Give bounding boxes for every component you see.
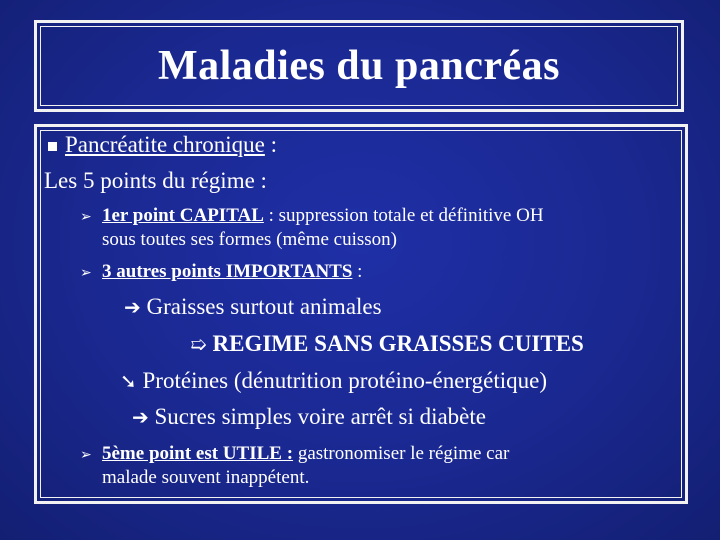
title-frame [34,20,684,112]
bullet-1-line2: sous toutes ses formes (même cuisson) [102,229,397,250]
slide-title: Maladies du pancréas [157,43,561,89]
right-arrow-icon: ➔ [124,295,141,319]
sub-item-graisses-text: Graisses surtout animales [146,294,382,319]
down-right-arrow-icon: ➘ [120,369,137,393]
sub-item-proteines-text: Protéines (dénutrition protéino-énergétique) [142,368,548,393]
section-heading: Pancréatite chronique [65,132,265,157]
bullet-2-text: : [352,261,363,282]
bullet-3-line2: malade souvent inappétent. [102,467,310,488]
arrowhead-bullet-icon: ➢ [80,448,92,463]
bullet-1 [80,205,544,229]
section-heading-row [48,132,277,158]
section-heading-suffix: : [264,132,278,157]
sub-item-regime [190,331,584,357]
right-arrow-icon: ➔ [132,405,149,429]
bullet-1-text: : suppression totale et définitive OH [263,205,544,226]
sub-item-sucres-text: Sucres simples voire arrêt si diabète [154,404,486,429]
bullet-1-bold: 1er point CAPITAL [102,205,264,226]
section-intro: Les 5 points du régime : [44,168,267,193]
arrowhead-bullet-icon: ➢ [80,210,92,225]
bullet-3-bold: 5ème point est UTILE : [102,443,294,464]
bullet-2-bold: 3 autres points IMPORTANTS [102,261,353,282]
bullet-3-text: gastronomiser le régime car [293,443,510,464]
sub-item-regime-text: REGIME SANS GRAISSES CUITES [212,331,584,356]
square-bullet-icon [48,142,57,151]
sub-item-sucres [132,404,486,430]
outlined-arrow-icon: ➯ [190,332,207,356]
arrowhead-bullet-icon: ➢ [80,266,92,281]
sub-item-proteines [120,368,547,394]
bullet-2 [80,261,362,285]
sub-item-graisses [124,294,382,320]
bullet-3 [80,443,509,467]
